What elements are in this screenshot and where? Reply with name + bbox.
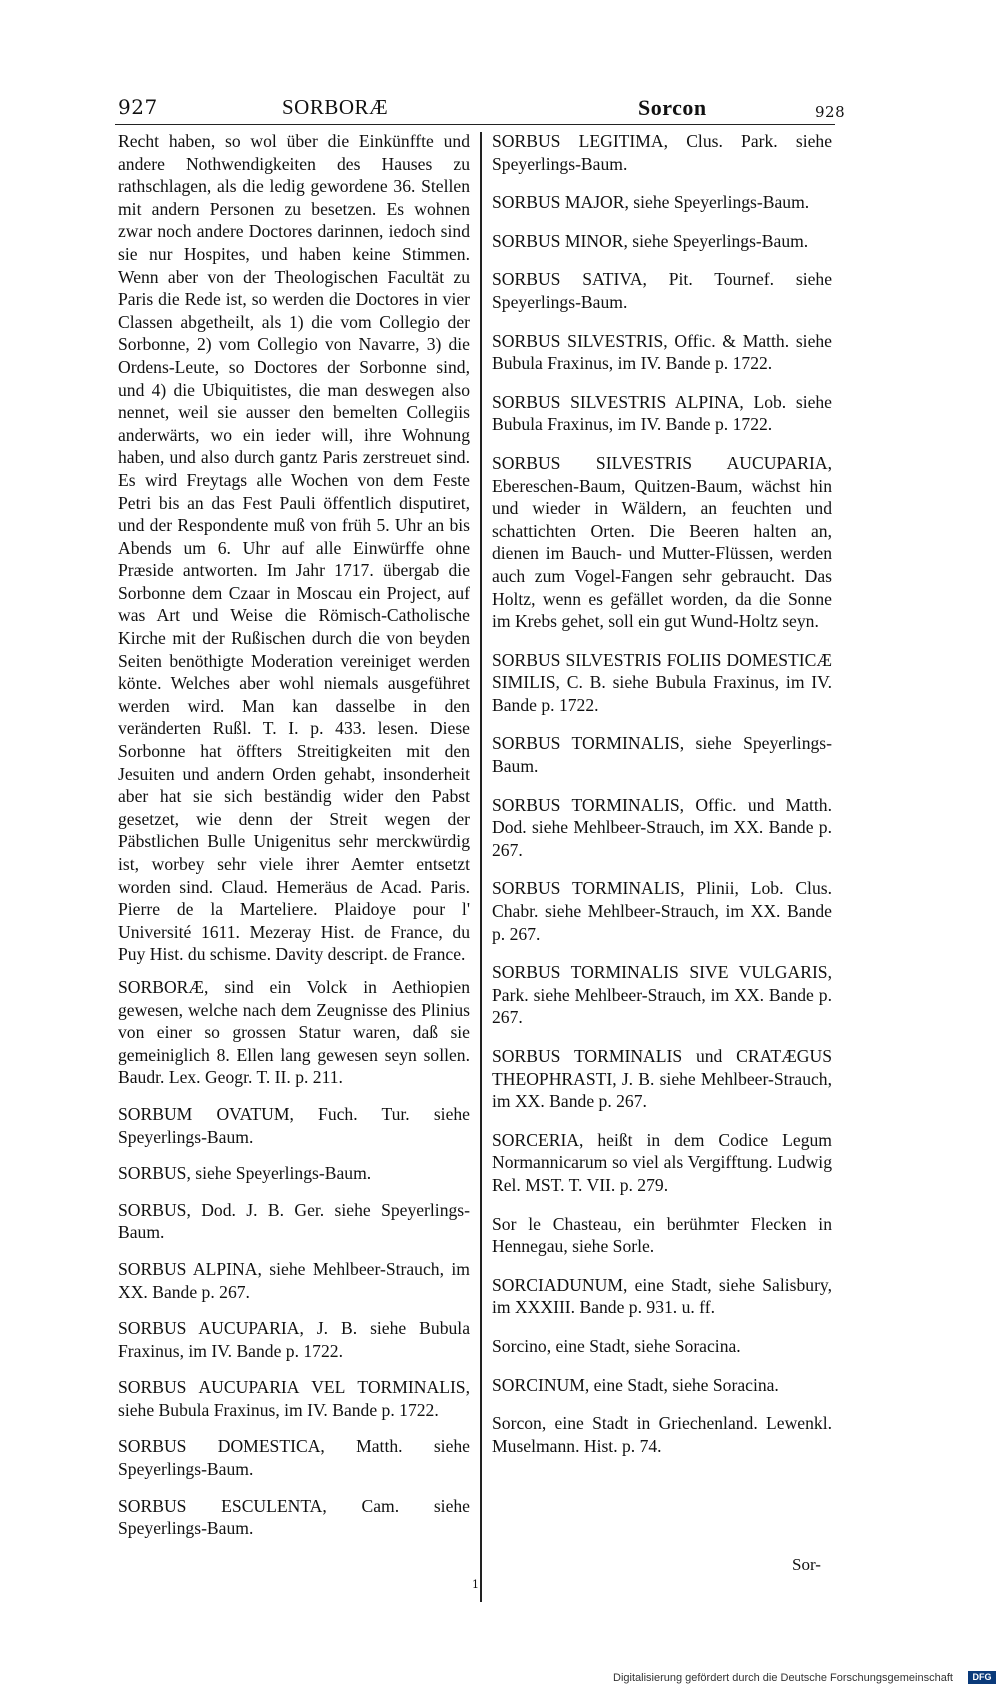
entry-sor-le-chasteau: Sor le Chasteau, ein berühmter Flecken in Hennegau, siehe Sorle. — [492, 1213, 832, 1257]
entry-sorbus-torminalis-3: SORBUS TORMINALIS, Plinii, Lob. Clus. Chabr. siehe Mehlbeer-Strauch, im XX. Bande p. 267. — [492, 878, 832, 944]
entry-sorcino: Sorcino, eine Stadt, siehe Soracina. — [492, 1335, 741, 1356]
dfg-logo: DFG — [968, 1671, 996, 1684]
entry-sorbus-torminalis-2: SORBUS TORMINALIS, Offic. und Matth. Dod. siehe Mehlbeer-Strauch, im XX. Bande p. 267. — [492, 794, 832, 860]
entry-sorbus-silvestris-aucuparia: SORBUS SILVESTRIS AUCUPARIA, Ebereschen-Baum, Quitzen-Baum, wächst hin und wieder in Wäldern, an feuchten und schattichten Orten. Die Beeren halten an, dienen im Bauch- und Mutter-Flüssen, werden auch zum Vogel-Fangen sehr gebraucht. Das Holtz, wenn es gefället worden, da die Sonne im Krebs gehet, soll ein gut Wund-Holtz seyn. — [492, 452, 832, 632]
left-running-title: SORBORÆ — [282, 95, 389, 119]
entry-sorciadunum: SORCIADUNUM, eine Stadt, siehe Salisbury, im XXXIII. Bande p. 931. u. ff. — [492, 1274, 832, 1318]
entry-sorbus-aucuparia: SORBUS AUCUPARIA, J. B. siehe Bubula Fraxinus, im IV. Bande p. 1722. — [118, 1318, 470, 1361]
entry-sorbus-torminalis-1: SORBUS TORMINALIS, siehe Speyerlings-Baum. — [492, 733, 832, 777]
right-column — [492, 130, 832, 1473]
entry-sorbus-esculenta: SORBUS ESCULENTA, Cam. siehe Speyerlings-Baum. — [118, 1495, 470, 1539]
entry-sorbus-silvestris-foliis: SORBUS SILVESTRIS FOLIIS DOMESTICÆ SIMILIS, C. B. siehe Bubula Fraxinus, im IV. Bande p. 1722. — [492, 649, 832, 715]
entry-sorbus-silvestris: SORBUS SILVESTRIS, Offic. & Matth. siehe Bubula Fraxinus, im IV. Bande p. 1722. — [492, 330, 832, 374]
entry-sorcinum: SORCINUM, eine Stadt, siehe Soracina. — [492, 1374, 779, 1395]
entry-sorbus-torminalis-crataegus: SORBUS TORMINALIS und CRATÆGUS THEOPHRASTI, J. B. siehe Mehlbeer-Strauch, im XX. Bande p. 267. — [492, 1046, 832, 1112]
entry-sorbus-sativa: SORBUS SATIVA, Pit. Tournef. siehe Speyerlings-Baum. — [492, 269, 832, 312]
entry-sorbus-major: SORBUS MAJOR, siehe Speyerlings-Baum. — [492, 192, 810, 213]
left-column — [118, 130, 470, 1554]
entry-sorborae: SORBORÆ, sind ein Volck in Aethiopien gewesen, welche nach dem Zeugnisse des Plinius von einer so grossen Statur waren, daß sie gemeiniglich 8. Ellen lang gewesen seyn sollen. Baudr. Lex. Geogr. T. II. p. 211. — [118, 976, 470, 1088]
entry-sorbus: SORBUS, siehe Speyerlings-Baum. — [118, 1163, 372, 1184]
entry-sorbum-ovatum: SORBUM OVATUM, Fuch. Tur. siehe Speyerlings-Baum. — [118, 1103, 470, 1147]
entry-sorbus-aucuparia-vel-torminalis: SORBUS AUCUPARIA VEL TORMINALIS, siehe Bubula Fraxinus, im IV. Bande p. 1722. — [118, 1377, 470, 1420]
entry-sorcon: Sorcon, eine Stadt in Griechenland. Lewenkl. Muselmann. Hist. p. 74. — [492, 1413, 832, 1456]
right-page-number: 928 — [815, 103, 846, 121]
entry-sorbus-domestica: SORBUS DOMESTICA, Matth. siehe Speyerlings-Baum. — [118, 1436, 470, 1480]
entry-sorbus-alpina: SORBUS ALPINA, siehe Mehlbeer-Strauch, im XX. Bande p. 267. — [118, 1258, 470, 1302]
entry-sorbus-silvestris-alpina: SORBUS SILVESTRIS ALPINA, Lob. siehe Bubula Fraxinus, im IV. Bande p. 1722. — [492, 391, 832, 435]
column-divider — [480, 132, 482, 1602]
catchword: Sor- — [792, 1555, 821, 1574]
entry-sorbus-minor: SORBUS MINOR, siehe Speyerlings-Baum. — [492, 230, 809, 251]
entry-sorbus-legitima: SORBUS LEGITIMA, Clus. Park. siehe Speyerlings-Baum. — [492, 131, 832, 174]
header-rule — [115, 124, 835, 125]
entry-sorbonne-continued: Recht haben, so wol über die Einkünffte und andere Nothwendigkeiten des Hauses zu rathschlagen, als die ledig gewordene 36. Stellen mit andern Personen zu besetzen. Es wohnen zwar noch andere Doctores darinnen, iedoch sind sie nur Hospites, und haben keine Stimmen. Wenn aber von der Theologischen Facultät zu Paris die Rede ist, so werden die Doctores in vier Classen abgetheilt, als 1) die vom Collegio der Sorbonne, 2) vom Collegio von Navarre, 3) die Ordens-Leute, so Doctores der Sorbonne sind, und 4) die Ubiquitistes, die man deswegen also nennet, weil sie ausser den bemelten Collegiis anderwärts, wo ein ieder will, ihre Wohnung haben, und also durch gantz Paris zerstreuet sind. Es wird Freytags alle Wochen von dem Feste Petri bis an das Fest Pauli öffentlich disputiret, und der Respondente muß von früh 5. Uhr an bis Abends um 6. Uhr auf alle Einwürffe ohne Præside antworten. Im Jahr 1717. übergab die Sorbonne dem Czaar in Moscau ein Project, auf was Art und Weise die Römisch-Catholische Kirche mit der Rußischen durch die von beyden Seiten benöthigte Moderation vereiniget werden könte. Welches aber wohl niemals ausgeführet werden wird. Man kan dasselbe in den veränderten Rußl. T. I. p. 433. lesen. Diese Sorbonne hat öffters Streitigkeiten mit den Jesuiten und andern Orden gehabt, insonderheit aber hat sie sich beständig wider den Pabst gesetzet, wie denn der Streit wegen der Päbstlichen Bulle Unigenitus sehr merckwürdig ist, worbey sehr viele ihrer Aemter entsetzt worden sind. Claud. Hemeräus de Acad. Paris. Pierre de la Marteliere. Plaidoye pour l' Université 1611. Mezeray Hist. de France, du Puy Hist. du schisme. Davity descript. de France. — [118, 131, 470, 965]
right-running-title: Sorcon — [638, 95, 707, 120]
left-page-number: 927 — [118, 95, 158, 119]
entry-sorbus-torminalis-sive-vulgaris: SORBUS TORMINALIS SIVE VULGARIS, Park. siehe Mehlbeer-Strauch, im XX. Bande p. 267. — [492, 962, 832, 1028]
signature-mark: 1 — [472, 1578, 479, 1591]
entry-sorbus-dod: SORBUS, Dod. J. B. Ger. siehe Speyerlings-Baum. — [118, 1199, 470, 1243]
entry-sorceria: SORCERIA, heißt in dem Codice Legum Normannicarum so viel als Vergifftung. Ludwig Rel. MST. T. VII. p. 279. — [492, 1129, 832, 1195]
digitization-credit: Digitalisierung gefördert durch die Deutsche Forschungsgemeinschaft — [613, 1672, 953, 1684]
